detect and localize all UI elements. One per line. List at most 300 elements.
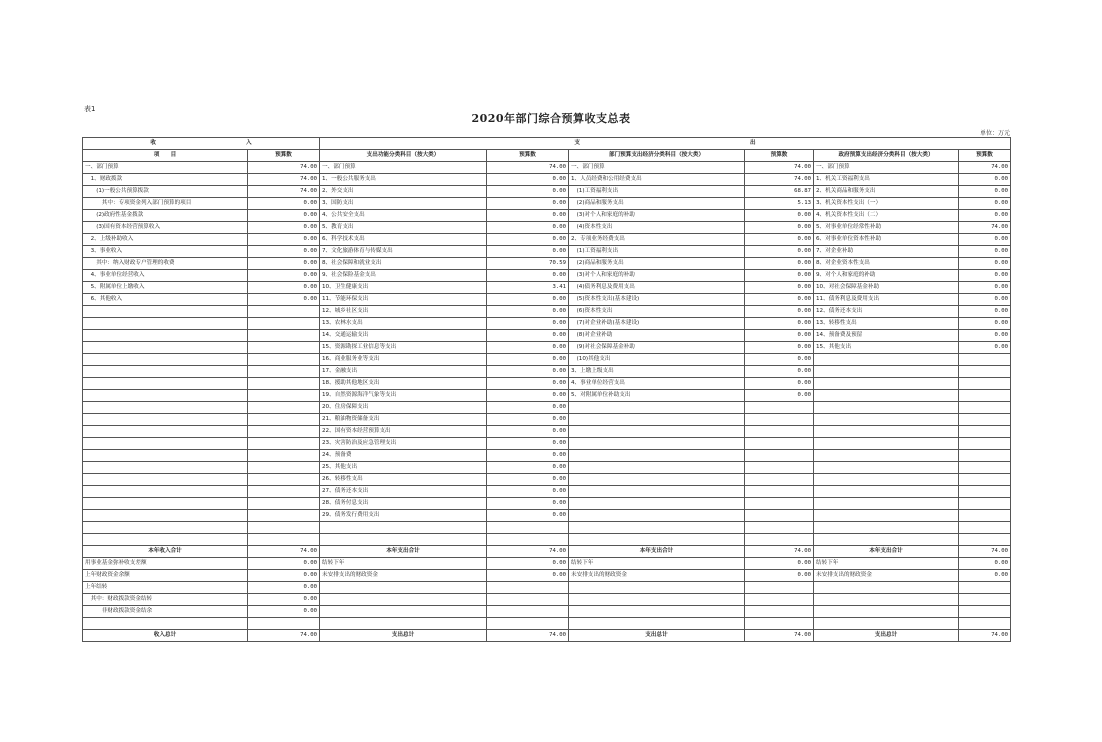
table-row: [83, 474, 1011, 486]
amount-cell: 70.59: [487, 258, 569, 270]
amount-cell: 0.00: [248, 258, 320, 270]
amount-cell: 74.00: [745, 546, 814, 558]
amount-cell: [745, 582, 814, 594]
item-cell: [814, 618, 959, 630]
item-cell: [814, 402, 959, 414]
item-cell: 其中：专项资金列入部门预算的项目: [83, 198, 248, 210]
item-cell: [569, 486, 745, 498]
amount-cell: 0.00: [487, 354, 569, 366]
item-cell: 21、粮油物资储备支出: [320, 414, 487, 426]
item-cell: [569, 426, 745, 438]
amount-cell: 0.00: [487, 450, 569, 462]
item-cell: 非财政拨款资金结余: [83, 606, 248, 618]
item-cell: 2、外交支出: [320, 186, 487, 198]
group-header-row: [83, 138, 1011, 150]
item-cell: 4、事业单位经营支出: [569, 378, 745, 390]
amount-cell: 0.00: [487, 234, 569, 246]
amount-cell: 0.00: [959, 330, 1011, 342]
amount-cell: 74.00: [487, 162, 569, 174]
table-row: [83, 258, 1011, 270]
table-row: [83, 558, 1011, 570]
amount-cell: 0.00: [745, 306, 814, 318]
subtotal-row: [83, 546, 1011, 558]
item-cell: [83, 390, 248, 402]
amount-cell: 0.00: [487, 462, 569, 474]
item-cell: [814, 414, 959, 426]
item-cell: [83, 522, 248, 534]
item-cell: (8)对企业补助: [569, 330, 745, 342]
amount-cell: 0.00: [248, 198, 320, 210]
amount-cell: 0.00: [745, 258, 814, 270]
amount-cell: [248, 522, 320, 534]
amount-cell: 0.00: [248, 294, 320, 306]
item-cell: 本年支出合计: [814, 546, 959, 558]
item-cell: [569, 402, 745, 414]
item-cell: 4、事业单位经营收入: [83, 270, 248, 282]
item-cell: [569, 534, 745, 546]
amount-cell: [745, 606, 814, 618]
item-cell: 用事业基金弥补收支差额: [83, 558, 248, 570]
item-cell: [814, 474, 959, 486]
amount-cell: 0.00: [487, 306, 569, 318]
amount-cell: 74.00: [487, 630, 569, 642]
item-cell: [814, 450, 959, 462]
table-row: [83, 510, 1011, 522]
item-cell: 1、财政拨款: [83, 174, 248, 186]
amount-cell: 74.00: [745, 174, 814, 186]
amount-cell: [487, 606, 569, 618]
column-header-row: [83, 150, 1011, 162]
table-row: [83, 234, 1011, 246]
amount-cell: 68.87: [745, 186, 814, 198]
item-cell: (3)国有资本经营预算收入: [83, 222, 248, 234]
item-cell: 3、国防支出: [320, 198, 487, 210]
item-cell: (7)对企业补助(基本建设): [569, 318, 745, 330]
column-header: 项 目: [83, 150, 248, 162]
table-row: [83, 198, 1011, 210]
column-header: 政府预算支出经济分类科目（按大类）: [814, 150, 959, 162]
item-cell: 本年支出合计: [320, 546, 487, 558]
amount-cell: [959, 498, 1011, 510]
item-cell: [83, 498, 248, 510]
item-cell: 13、农林水支出: [320, 318, 487, 330]
item-cell: 16、商业服务业等支出: [320, 354, 487, 366]
item-cell: 4、公共安全支出: [320, 210, 487, 222]
amount-cell: 0.00: [487, 474, 569, 486]
amount-cell: [745, 426, 814, 438]
amount-cell: 0.00: [959, 282, 1011, 294]
item-cell: 5、附属单位上缴收入: [83, 282, 248, 294]
amount-cell: 0.00: [248, 222, 320, 234]
item-cell: 1、人员经费和公用经费支出: [569, 174, 745, 186]
item-cell: [83, 474, 248, 486]
amount-cell: 0.00: [487, 210, 569, 222]
item-cell: [83, 306, 248, 318]
item-cell: [83, 450, 248, 462]
amount-cell: [959, 606, 1011, 618]
table-row: [83, 498, 1011, 510]
table-row: [83, 246, 1011, 258]
amount-cell: [959, 486, 1011, 498]
amount-cell: 0.00: [959, 294, 1011, 306]
item-cell: 11、债务利息及费用支出: [814, 294, 959, 306]
item-cell: [814, 378, 959, 390]
budget-table: [82, 137, 1011, 642]
table-row: [83, 570, 1011, 582]
amount-cell: [487, 534, 569, 546]
amount-cell: [745, 414, 814, 426]
amount-cell: 0.00: [745, 282, 814, 294]
item-cell: 5、对附属单位补助支出: [569, 390, 745, 402]
item-cell: [320, 594, 487, 606]
item-cell: 26、转移性支出: [320, 474, 487, 486]
amount-cell: 74.00: [959, 630, 1011, 642]
amount-cell: 0.00: [487, 510, 569, 522]
amount-cell: 0.00: [959, 258, 1011, 270]
amount-cell: 0.00: [745, 294, 814, 306]
item-cell: [569, 594, 745, 606]
amount-cell: 74.00: [745, 162, 814, 174]
page-title: 2020年部门综合预算收支总表: [471, 112, 631, 125]
item-cell: 12、债务还本支出: [814, 306, 959, 318]
amount-cell: 0.00: [487, 438, 569, 450]
amount-cell: 0.00: [487, 342, 569, 354]
item-cell: 3、机关资本性支出（一）: [814, 198, 959, 210]
item-cell: 9、对个人和家庭的补助: [814, 270, 959, 282]
item-cell: [83, 318, 248, 330]
item-cell: (2)商品和服务支出: [569, 258, 745, 270]
table-row: [83, 174, 1011, 186]
amount-cell: [745, 498, 814, 510]
amount-cell: [248, 366, 320, 378]
amount-cell: [248, 378, 320, 390]
amount-cell: [959, 390, 1011, 402]
item-cell: [814, 486, 959, 498]
item-cell: 2、上级补助收入: [83, 234, 248, 246]
table-row: [83, 366, 1011, 378]
table-row: [83, 426, 1011, 438]
table-row: [83, 222, 1011, 234]
item-cell: 22、国有资本经营预算支出: [320, 426, 487, 438]
amount-cell: [487, 522, 569, 534]
item-cell: [83, 402, 248, 414]
item-cell: 17、金融支出: [320, 366, 487, 378]
item-cell: 6、对事业单位资本性补助: [814, 234, 959, 246]
item-cell: (3)对个人和家庭的补助: [569, 270, 745, 282]
amount-cell: 0.00: [959, 186, 1011, 198]
table-row: [83, 318, 1011, 330]
amount-cell: 0.00: [487, 402, 569, 414]
amount-cell: 0.00: [745, 234, 814, 246]
amount-cell: 0.00: [487, 222, 569, 234]
amount-cell: 0.00: [959, 210, 1011, 222]
amount-cell: 0.00: [745, 366, 814, 378]
item-cell: 19、自然资源海洋气象等支出: [320, 390, 487, 402]
item-cell: 13、转移性支出: [814, 318, 959, 330]
amount-cell: 0.00: [248, 234, 320, 246]
item-cell: 9、社会保险基金支出: [320, 270, 487, 282]
amount-cell: [959, 402, 1011, 414]
table-row: [83, 294, 1011, 306]
table-row: [83, 438, 1011, 450]
amount-cell: [248, 534, 320, 546]
item-cell: [83, 510, 248, 522]
amount-cell: 0.00: [959, 342, 1011, 354]
item-cell: 3、事业收入: [83, 246, 248, 258]
item-cell: 上年财政资金余额: [83, 570, 248, 582]
item-cell: [814, 390, 959, 402]
amount-cell: [959, 594, 1011, 606]
item-cell: (9)对社会保障基金补助: [569, 342, 745, 354]
item-cell: [569, 450, 745, 462]
column-header: 支出功能分类科目（按大类）: [320, 150, 487, 162]
table-row: [83, 378, 1011, 390]
table-row: [83, 486, 1011, 498]
item-cell: [569, 462, 745, 474]
item-cell: (10)其他支出: [569, 354, 745, 366]
amount-cell: [248, 318, 320, 330]
item-cell: 一、部门预算: [814, 162, 959, 174]
amount-cell: 0.00: [745, 342, 814, 354]
amount-cell: 0.00: [959, 558, 1011, 570]
table-row: [83, 186, 1011, 198]
item-cell: [320, 606, 487, 618]
amount-cell: [745, 510, 814, 522]
amount-cell: 0.00: [745, 246, 814, 258]
amount-cell: [959, 582, 1011, 594]
item-cell: (1)一般公共预算拨款: [83, 186, 248, 198]
amount-cell: 74.00: [248, 174, 320, 186]
item-cell: 本年支出合计: [569, 546, 745, 558]
table-row: [83, 462, 1011, 474]
amount-cell: [248, 426, 320, 438]
amount-cell: 0.00: [487, 294, 569, 306]
item-cell: [814, 462, 959, 474]
item-cell: [814, 606, 959, 618]
item-cell: [569, 414, 745, 426]
amount-cell: [745, 534, 814, 546]
amount-cell: 74.00: [959, 222, 1011, 234]
column-header: 预算数: [745, 150, 814, 162]
amount-cell: [248, 474, 320, 486]
table-row: [83, 330, 1011, 342]
item-cell: 其中：财政拨款资金结转: [83, 594, 248, 606]
amount-cell: 74.00: [248, 630, 320, 642]
amount-cell: [487, 594, 569, 606]
item-cell: 15、资源勘探工业信息等支出: [320, 342, 487, 354]
amount-cell: [248, 390, 320, 402]
item-cell: 1、机关工资福利支出: [814, 174, 959, 186]
item-cell: [569, 438, 745, 450]
item-cell: (5)资本性支出(基本建设): [569, 294, 745, 306]
table-row: [83, 522, 1011, 534]
item-cell: (6)资本性支出: [569, 306, 745, 318]
table-row: [83, 534, 1011, 546]
item-cell: [814, 498, 959, 510]
item-cell: [814, 354, 959, 366]
table-row: [83, 582, 1011, 594]
item-cell: (4)资本性支出: [569, 222, 745, 234]
amount-cell: 74.00: [248, 162, 320, 174]
amount-cell: 0.00: [248, 282, 320, 294]
item-cell: 未安排支出的财政资金: [814, 570, 959, 582]
table-row: [83, 282, 1011, 294]
amount-cell: [959, 510, 1011, 522]
amount-cell: 0.00: [745, 390, 814, 402]
item-cell: [83, 438, 248, 450]
amount-cell: 0.00: [745, 210, 814, 222]
amount-cell: 74.00: [248, 546, 320, 558]
amount-cell: 0.00: [487, 390, 569, 402]
table-row: [83, 162, 1011, 174]
amount-cell: [959, 426, 1011, 438]
amount-cell: 0.00: [959, 174, 1011, 186]
item-cell: 29、债务发行费用支出: [320, 510, 487, 522]
amount-cell: 0.00: [959, 246, 1011, 258]
amount-cell: 0.00: [487, 366, 569, 378]
item-cell: 18、援助其他地区支出: [320, 378, 487, 390]
item-cell: 11、节能环保支出: [320, 294, 487, 306]
item-cell: [814, 510, 959, 522]
table-row: [83, 354, 1011, 366]
item-cell: 1、一般公共服务支出: [320, 174, 487, 186]
amount-cell: [248, 510, 320, 522]
amount-cell: 0.00: [248, 270, 320, 282]
amount-cell: 0.00: [487, 426, 569, 438]
item-cell: 上年结转: [83, 582, 248, 594]
table-row: [83, 606, 1011, 618]
amount-cell: 0.00: [745, 558, 814, 570]
amount-cell: 74.00: [959, 546, 1011, 558]
item-cell: 5、教育支出: [320, 222, 487, 234]
item-cell: [814, 426, 959, 438]
item-cell: 2、机关商品和服务支出: [814, 186, 959, 198]
amount-cell: 0.00: [959, 270, 1011, 282]
amount-cell: 74.00: [248, 186, 320, 198]
item-cell: 24、预备费: [320, 450, 487, 462]
item-cell: 支出总计: [320, 630, 487, 642]
item-cell: [83, 378, 248, 390]
item-cell: 结转下年: [320, 558, 487, 570]
amount-cell: [959, 378, 1011, 390]
amount-cell: 0.00: [487, 270, 569, 282]
amount-cell: [248, 306, 320, 318]
amount-cell: [745, 474, 814, 486]
amount-cell: 0.00: [487, 186, 569, 198]
amount-cell: [745, 486, 814, 498]
amount-cell: [487, 582, 569, 594]
item-cell: [569, 510, 745, 522]
item-cell: 23、灾害防治及应急管理支出: [320, 438, 487, 450]
item-cell: [320, 582, 487, 594]
expense-group-header: 支 出: [320, 138, 1011, 150]
item-cell: (1)工资福利支出: [569, 186, 745, 198]
total-row: [83, 630, 1011, 642]
table-row: [83, 306, 1011, 318]
amount-cell: 0.00: [248, 210, 320, 222]
item-cell: (4)债务利息及费用支出: [569, 282, 745, 294]
item-cell: 12、城乡社区支出: [320, 306, 487, 318]
amount-cell: [959, 450, 1011, 462]
table-note: 表1: [84, 105, 96, 113]
item-cell: [569, 498, 745, 510]
amount-cell: 0.00: [248, 246, 320, 258]
item-cell: 未安排支出的财政资金: [569, 570, 745, 582]
amount-cell: [959, 354, 1011, 366]
column-header: 部门预算支出经济分类科目（按大类）: [569, 150, 745, 162]
amount-cell: [959, 534, 1011, 546]
item-cell: (1)工资福利支出: [569, 246, 745, 258]
item-cell: 25、其他支出: [320, 462, 487, 474]
amount-cell: 0.00: [248, 606, 320, 618]
item-cell: [569, 618, 745, 630]
item-cell: 2、专项业务经费支出: [569, 234, 745, 246]
item-cell: [569, 522, 745, 534]
item-cell: [814, 438, 959, 450]
amount-cell: 0.00: [959, 306, 1011, 318]
amount-cell: 0.00: [487, 414, 569, 426]
amount-cell: 0.00: [487, 246, 569, 258]
amount-cell: 0.00: [959, 318, 1011, 330]
item-cell: (2)商品和服务支出: [569, 198, 745, 210]
item-cell: 一、部门预算: [569, 162, 745, 174]
amount-cell: [745, 618, 814, 630]
amount-cell: 0.00: [745, 318, 814, 330]
amount-cell: 74.00: [487, 546, 569, 558]
item-cell: 8、社会保障和就业支出: [320, 258, 487, 270]
item-cell: 本年收入合计: [83, 546, 248, 558]
amount-cell: 0.00: [487, 174, 569, 186]
amount-cell: 0.00: [745, 270, 814, 282]
column-header: 预算数: [959, 150, 1011, 162]
amount-cell: 0.00: [487, 558, 569, 570]
table-row: [83, 390, 1011, 402]
item-cell: [320, 618, 487, 630]
item-cell: [569, 474, 745, 486]
table-row: [83, 210, 1011, 222]
amount-cell: [248, 414, 320, 426]
amount-cell: 0.00: [745, 354, 814, 366]
amount-cell: 0.00: [487, 330, 569, 342]
item-cell: 27、债务还本支出: [320, 486, 487, 498]
unit-label: 单位：万元: [979, 130, 1010, 137]
amount-cell: [745, 450, 814, 462]
item-cell: [83, 414, 248, 426]
table-row: [83, 618, 1011, 630]
item-cell: (3)对个人和家庭的补助: [569, 210, 745, 222]
item-cell: 未安排支出的财政资金: [320, 570, 487, 582]
item-cell: [320, 534, 487, 546]
item-cell: 28、债务付息支出: [320, 498, 487, 510]
amount-cell: [745, 438, 814, 450]
amount-cell: [248, 498, 320, 510]
item-cell: 一、部门预算: [320, 162, 487, 174]
item-cell: [320, 522, 487, 534]
item-cell: (2)政府性基金拨款: [83, 210, 248, 222]
item-cell: [83, 366, 248, 378]
amount-cell: [745, 594, 814, 606]
item-cell: [83, 330, 248, 342]
amount-cell: 0.00: [487, 198, 569, 210]
item-cell: [83, 534, 248, 546]
amount-cell: [248, 402, 320, 414]
column-header: 预算数: [487, 150, 569, 162]
item-cell: 其中：纳入财政专户管理的收费: [83, 258, 248, 270]
amount-cell: 0.00: [248, 558, 320, 570]
amount-cell: 0.00: [745, 378, 814, 390]
item-cell: [83, 426, 248, 438]
amount-cell: [959, 414, 1011, 426]
